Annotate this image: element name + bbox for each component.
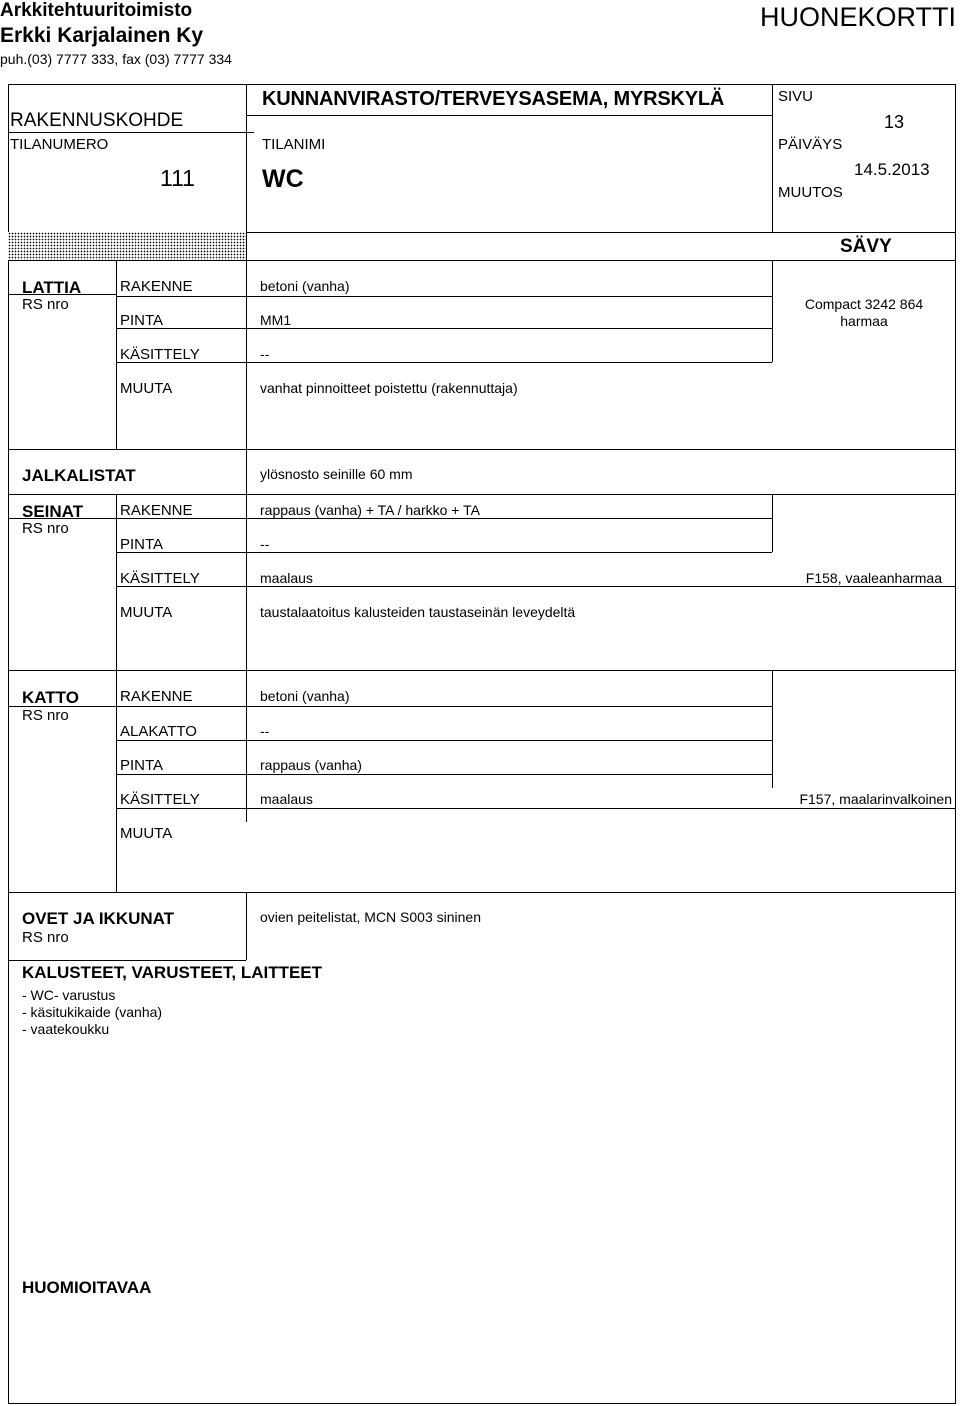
- lattia-title: LATTIA: [22, 278, 82, 297]
- muuta-label: MUUTA: [120, 825, 173, 842]
- divider: [8, 494, 956, 495]
- divider: [116, 808, 956, 809]
- rakenne-value: betoni (vanha): [260, 278, 350, 294]
- seinat-title: SEINAT: [22, 502, 84, 521]
- divider: [116, 260, 117, 449]
- pinta-label: PINTA: [120, 536, 164, 553]
- divider: [116, 670, 117, 892]
- kasittely-value: --: [260, 346, 270, 362]
- rakenne-value: rappaus (vanha) + TA / harkko + TA: [260, 502, 480, 518]
- rakenne-label: RAKENNE: [120, 278, 193, 295]
- divider: [116, 774, 772, 775]
- divider: [246, 260, 247, 449]
- divider: [246, 449, 247, 670]
- company-owner: Erkki Karjalainen Ky: [0, 24, 204, 47]
- main-frame: [8, 232, 956, 1404]
- divider: [116, 494, 117, 670]
- divider: [8, 449, 956, 450]
- divider: [116, 586, 956, 587]
- lattia-savy-line2: harmaa: [840, 313, 888, 329]
- divider: [116, 518, 772, 519]
- divider: [8, 260, 956, 261]
- project-name: KUNNANVIRASTO/TERVEYSASEMA, MYRSKYLÄ: [262, 88, 725, 110]
- divider: [246, 670, 247, 822]
- ovet-title: OVET JA IKKUNAT: [22, 909, 175, 928]
- room-number: 111: [160, 165, 195, 191]
- kasittely-label: KÄSITTELY: [120, 791, 200, 808]
- divider: [116, 706, 772, 707]
- hatched-area: [8, 232, 247, 260]
- seinat-savy: F158, vaaleanharmaa: [805, 570, 942, 586]
- project-label: RAKENNUSKOHDE: [10, 110, 184, 131]
- rakenne-label: RAKENNE: [120, 502, 193, 519]
- document-title: HUONEKORTTI: [759, 2, 956, 32]
- alakatto-value: --: [260, 723, 270, 739]
- changes-label: MUUTOS: [778, 184, 843, 201]
- muuta-label: MUUTA: [120, 604, 173, 621]
- divider: [246, 84, 247, 233]
- rs-label: RS nro: [22, 929, 69, 946]
- jalkalistat-title: JALKALISTAT: [22, 466, 136, 485]
- rs-label: RS nro: [22, 296, 69, 313]
- kasittely-label: KÄSITTELY: [120, 570, 200, 587]
- muuta-value: vanhat pinnoitteet poistettu (rakennuttaja): [260, 380, 518, 396]
- divider: [116, 362, 772, 363]
- kasittely-value: maalaus: [260, 791, 313, 807]
- kasittely-label: KÄSITTELY: [120, 346, 200, 363]
- divider: [772, 84, 773, 233]
- jalkalistat-value: ylösnosto seinille 60 mm: [260, 466, 413, 482]
- room-name: WC: [262, 165, 304, 193]
- divider: [772, 494, 773, 552]
- divider: [8, 960, 246, 961]
- page-number: 13: [884, 112, 905, 132]
- pinta-value: MM1: [260, 312, 292, 328]
- divider: [116, 740, 772, 741]
- pinta-label: PINTA: [120, 312, 164, 329]
- alakatto-label: ALAKATTO: [120, 723, 197, 740]
- divider: [8, 670, 956, 671]
- divider: [8, 892, 956, 893]
- company-name: Arkkitehtuuritoimisto: [0, 0, 193, 21]
- divider: [116, 296, 772, 297]
- divider: [246, 892, 247, 960]
- rakenne-value: betoni (vanha): [260, 688, 350, 704]
- katto-savy: F157, maalarinvalkoinen: [799, 791, 952, 807]
- rakenne-label: RAKENNE: [120, 688, 193, 705]
- pinta-value: --: [260, 536, 270, 552]
- date-label: PÄIVÄYS: [778, 136, 843, 153]
- divider: [116, 328, 772, 329]
- company-contact: puh.(03) 7777 333, fax (03) 7777 334: [0, 51, 232, 67]
- muuta-value: taustalaatoitus kalusteiden taustaseinän leveydeltä: [260, 604, 576, 620]
- kalusteet-item: - vaatekoukku: [22, 1021, 110, 1037]
- lattia-savy-line1: Compact 3242 864: [804, 296, 924, 312]
- pinta-label: PINTA: [120, 757, 164, 774]
- kasittely-value: maalaus: [260, 570, 313, 586]
- huomioitavaa-title: HUOMIOITAVAA: [22, 1278, 152, 1297]
- divider: [246, 115, 772, 116]
- kalusteet-title: KALUSTEET, VARUSTEET, LAITTEET: [22, 963, 323, 982]
- muuta-label: MUUTA: [120, 380, 173, 397]
- katto-title: KATTO: [22, 688, 79, 707]
- room-name-label: TILANIMI: [262, 136, 326, 153]
- divider: [8, 132, 254, 133]
- ovet-value: ovien peitelistat, MCN S003 sininen: [260, 909, 482, 925]
- kalusteet-item: - käsitukikaide (vanha): [22, 1004, 163, 1020]
- savy-label: SÄVY: [840, 236, 892, 257]
- room-number-label: TILANUMERO: [10, 136, 109, 153]
- divider: [772, 670, 773, 788]
- date-value: 14.5.2013: [854, 160, 930, 179]
- kalusteet-item: - WC- varustus: [22, 987, 116, 1003]
- pinta-value: rappaus (vanha): [260, 757, 362, 773]
- divider: [116, 552, 772, 553]
- page-label: SIVU: [778, 88, 814, 105]
- rs-label: RS nro: [22, 707, 69, 724]
- rs-label: RS nro: [22, 520, 69, 537]
